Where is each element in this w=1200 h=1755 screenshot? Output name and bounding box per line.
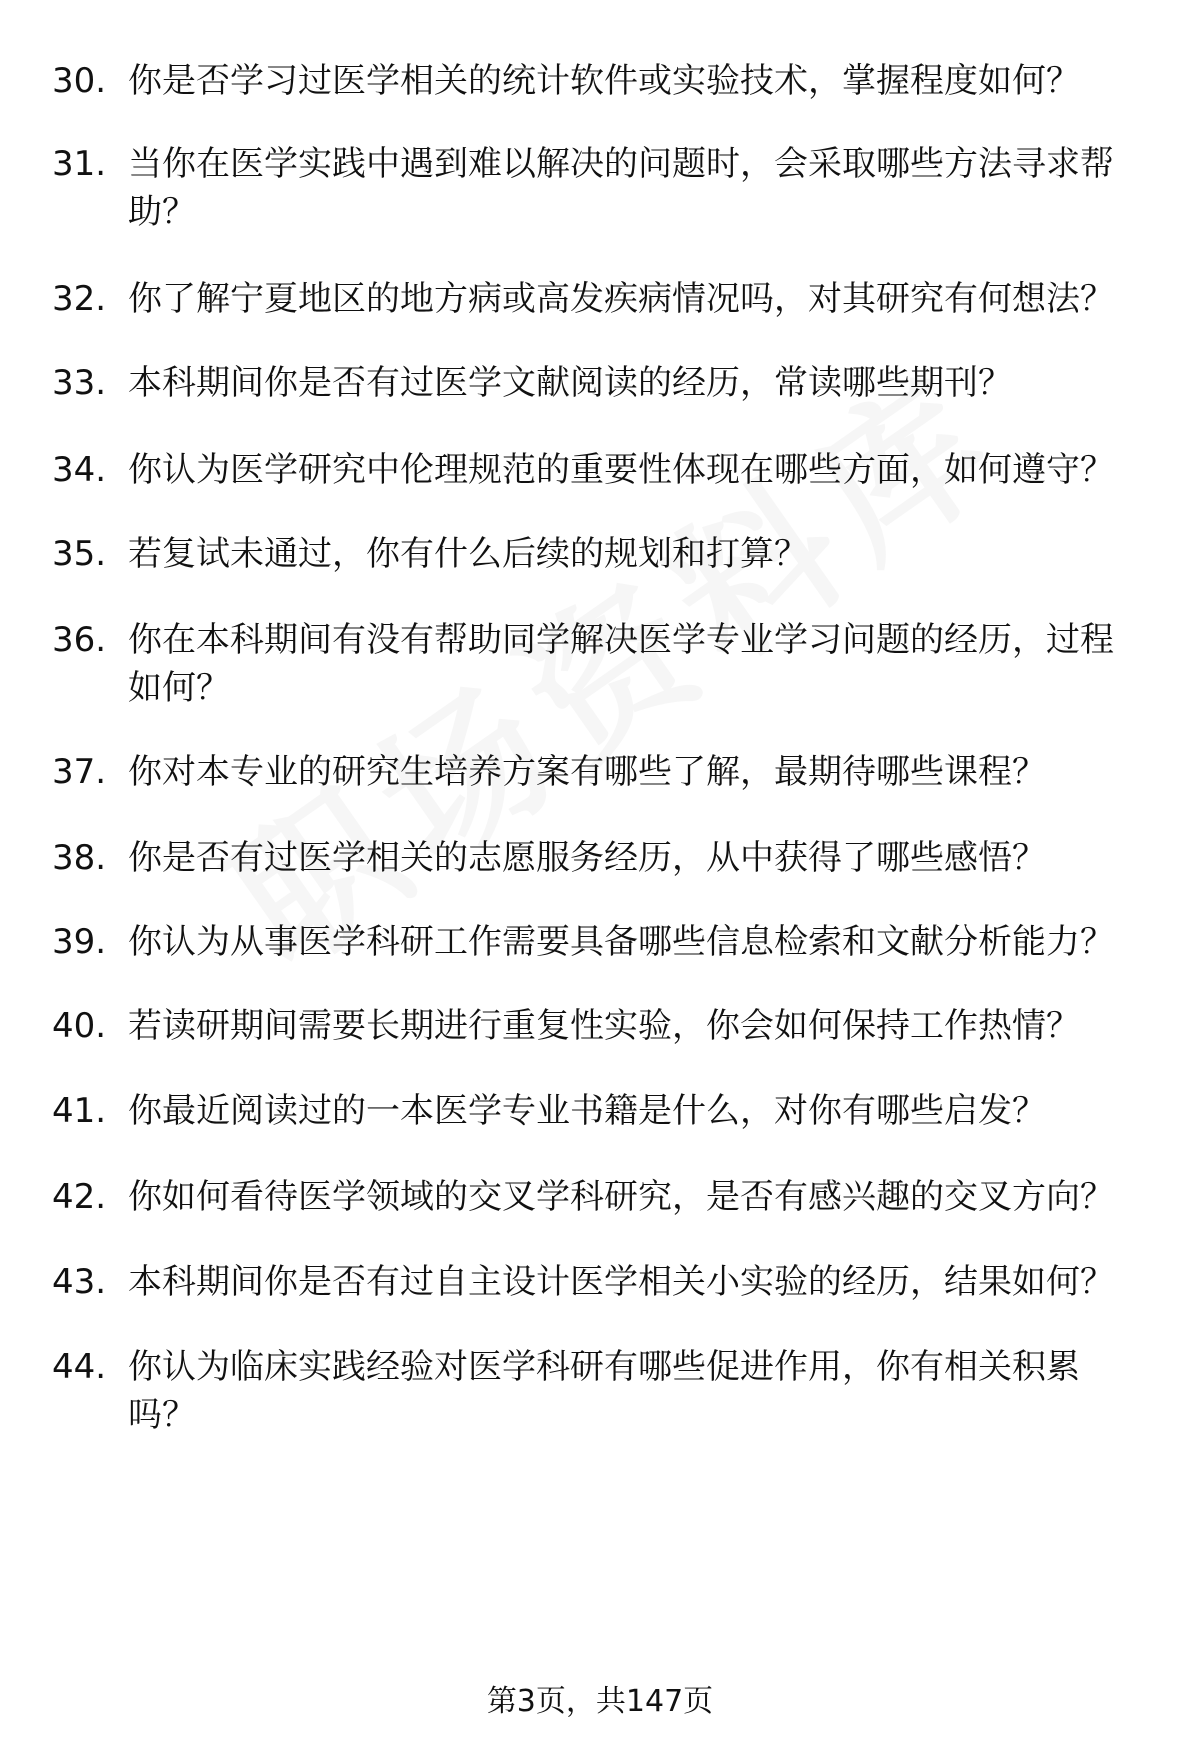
question-number: 36. xyxy=(52,620,107,660)
question-number: 31. xyxy=(52,144,107,184)
question-text: 本科期间你是否有过医学文献阅读的经历，常读哪些期刊？ xyxy=(128,363,1012,403)
question-number: 38. xyxy=(52,838,107,878)
question-text: 当你在医学实践中遇到难以解决的问题时，会采取哪些方法寻求帮助？ xyxy=(128,144,1114,232)
question-text: 你认为临床实践经验对医学科研有哪些促进作用，你有相关积累吗？ xyxy=(128,1347,1080,1435)
question-number: 30. xyxy=(52,61,107,101)
question-text: 你是否有过医学相关的志愿服务经历，从中获得了哪些感悟？ xyxy=(128,838,1046,878)
question-item xyxy=(52,140,1152,236)
question-list xyxy=(52,57,1152,1439)
question-item xyxy=(52,359,1152,407)
question-text: 若读研期间需要长期进行重复性实验，你会如何保持工作热情？ xyxy=(128,1006,1080,1046)
question-number: 44. xyxy=(52,1347,107,1387)
question-item xyxy=(52,446,1152,494)
question-text: 你是否学习过医学相关的统计软件或实验技术，掌握程度如何？ xyxy=(128,61,1080,101)
question-text: 你最近阅读过的一本医学专业书籍是什么，对你有哪些启发？ xyxy=(128,1091,1046,1131)
question-number: 37. xyxy=(52,752,107,792)
question-item xyxy=(52,1258,1152,1306)
question-item xyxy=(52,1002,1152,1050)
question-item xyxy=(52,275,1152,323)
question-number: 32. xyxy=(52,279,107,319)
question-item xyxy=(52,57,1152,105)
question-item xyxy=(52,918,1152,966)
question-text: 若复试未通过，你有什么后续的规划和打算？ xyxy=(128,534,808,574)
question-item xyxy=(52,1173,1152,1221)
question-number: 34. xyxy=(52,450,107,490)
question-text: 你对本专业的研究生培养方案有哪些了解，最期待哪些课程？ xyxy=(128,752,1046,792)
question-item xyxy=(52,748,1152,796)
question-item xyxy=(52,1087,1152,1135)
question-text: 你在本科期间有没有帮助同学解决医学专业学习问题的经历，过程如何？ xyxy=(128,620,1114,708)
question-number: 43. xyxy=(52,1262,107,1302)
question-text: 你认为医学研究中伦理规范的重要性体现在哪些方面，如何遵守？ xyxy=(128,450,1114,490)
question-number: 40. xyxy=(52,1006,107,1046)
question-number: 42. xyxy=(52,1177,107,1217)
question-item xyxy=(52,834,1152,882)
page-footer: 第3页，共147页 xyxy=(486,1684,714,1719)
question-text: 你了解宁夏地区的地方病或高发疾病情况吗，对其研究有何想法？ xyxy=(128,279,1114,319)
question-number: 39. xyxy=(52,922,107,962)
question-item xyxy=(52,616,1152,712)
question-text: 你如何看待医学领域的交叉学科研究，是否有感兴趣的交叉方向？ xyxy=(128,1177,1114,1217)
question-text: 你认为从事医学科研工作需要具备哪些信息检索和文献分析能力？ xyxy=(128,922,1114,962)
question-text: 本科期间你是否有过自主设计医学相关小实验的经历，结果如何？ xyxy=(128,1262,1114,1302)
question-number: 35. xyxy=(52,534,107,574)
question-number: 41. xyxy=(52,1091,107,1131)
question-item xyxy=(52,1343,1152,1439)
question-number: 33. xyxy=(52,363,107,403)
question-item xyxy=(52,530,1152,578)
